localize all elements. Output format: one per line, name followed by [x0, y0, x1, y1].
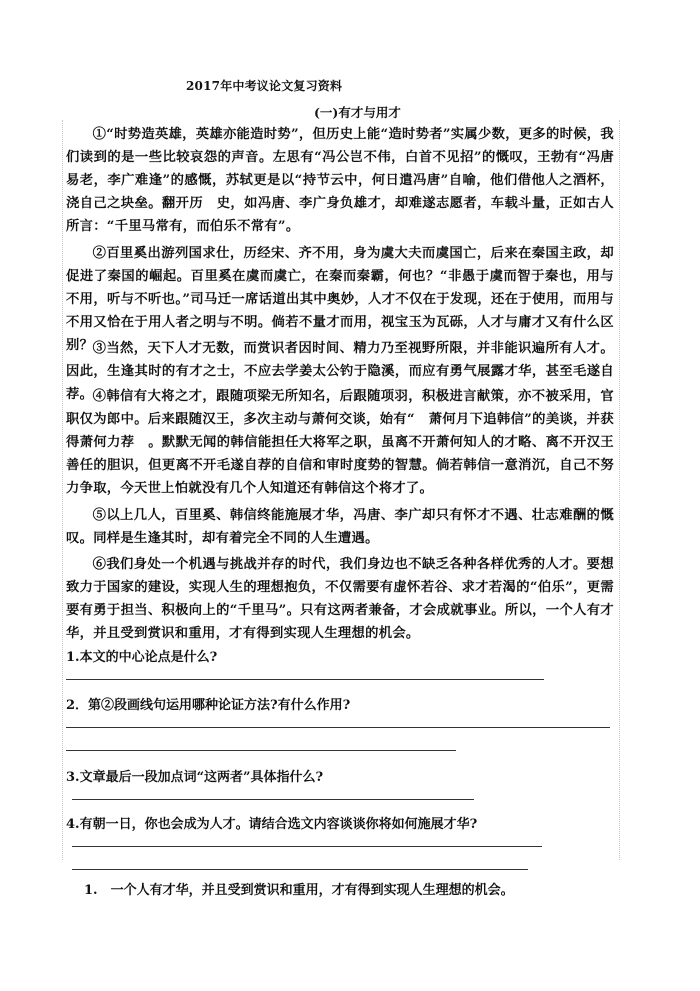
answer-line-q4a [72, 846, 542, 847]
paragraph-6: ⑥我们身处一个机遇与挑战并存的时代，我们身边也不缺乏各种各样优秀的人才。要想致力于国家的建设，实现人生的理想抱负，不仅需要有虚怀若谷、求才若渴的“伯乐”，更需要有勇于担当、积极向上的“千里马”。只有这两者兼备，才会成就事业。所以，一个人有才华，并且受到赏识和重用，才有得到实现人生理想的机会。 [66, 557, 614, 641]
question-2: 2．第②段画线句运用哪种论证方法?有什么作用? [66, 698, 351, 713]
paragraph-2: ②百里奚出游列国求仕，历经宋、齐不用，身为虞大夫而虞国亡，后来在秦国主政，却促进了秦国的崛起。百里奚在虞而虞亡，在秦而秦霸，何也？“非愚于虞而智于秦也，用与不用，听与不听也。”司马迁一席话道出其中奥妙，人才不仅在于发现，还在于使用，而用与不用又恰在于用人者之明与不明。倘若不量才而用，视宝玉为瓦砾，人才与庸才又有什么区别？ [66, 246, 614, 353]
answer-line-q2a [66, 727, 610, 728]
answer-line-q2b [66, 750, 456, 751]
question-3: 3.文章最后一段加点词“这两者”具体指什么? [66, 770, 324, 785]
paragraph-5: ⑤以上几人，百里奚、韩信终能施展才华，冯唐、李广却只有怀才不遇、壮志难酬的慨叹。同样是生逢其时，却有着完全不同的人生遭遇。 [66, 508, 614, 546]
document-title: 2017年中考议论文复习资料 [186, 79, 343, 93]
answer-line-q4b [72, 869, 528, 870]
paragraph-1: ①“时势造英雄，英雄亦能造时势”，但历史上能“造时势者”实属少数，更多的时候，我们读到的是一些比较哀怨的声音。左思有“冯公岂不伟，白首不见招”的慨叹，王勃有“冯唐易老，李广难逢”的感慨，苏轼更是以“持节云中，何日遣冯唐”自喻，他们借他人之酒杯，浇自己之块垒。翻开历 史，如冯唐、李广身负雄才，却难遂志愿者，车载斗量，正如古人所言：“千里马常有，而伯乐不常有”。 [66, 127, 614, 234]
section-title: (一)有才与用才 [314, 105, 401, 120]
answer-1: 1. 一个人有才华，并且受到赏识和重用，才有得到实现人生理想的机会。 [84, 883, 514, 898]
paragraph-3: ③当然，天下人才无数，而赏识者因时间、精力乃至视野所限，并非能识遍所有人才。因此，生逢其时的有才之士，不应去学姜太公钓于隐溪，而应有勇气展露才华，甚至毛遂自荐。 [66, 341, 614, 402]
answer-line-q3 [72, 799, 474, 800]
question-1: 1.本文的中心论点是什么? [66, 650, 218, 665]
paragraph-4: ④韩信有大将之才，跟随项梁无所知名，后跟随项羽，积极进言献策，亦不被采用，官职仅为郎中。后来跟随汉王，多次主动与萧何交谈，始有“ 萧何月下追韩信”的美谈，并获得萧何力荐 。默默无闻的韩信能担任大将军之职，虽离不开萧何知人的才略、离不开汉王善任的胆识，但更离不开毛遂自荐的自信和审时度势的智慧。倘若韩信一意消沉，自己不努力争取，今天世上怕就没有几个人知道还有韩信这个将才了。 [66, 389, 614, 496]
answer-line-q1 [66, 679, 544, 680]
question-4: 4.有朝一日，你也会成为人才。请结合选文内容谈谈你将如何施展才华? [66, 817, 478, 832]
